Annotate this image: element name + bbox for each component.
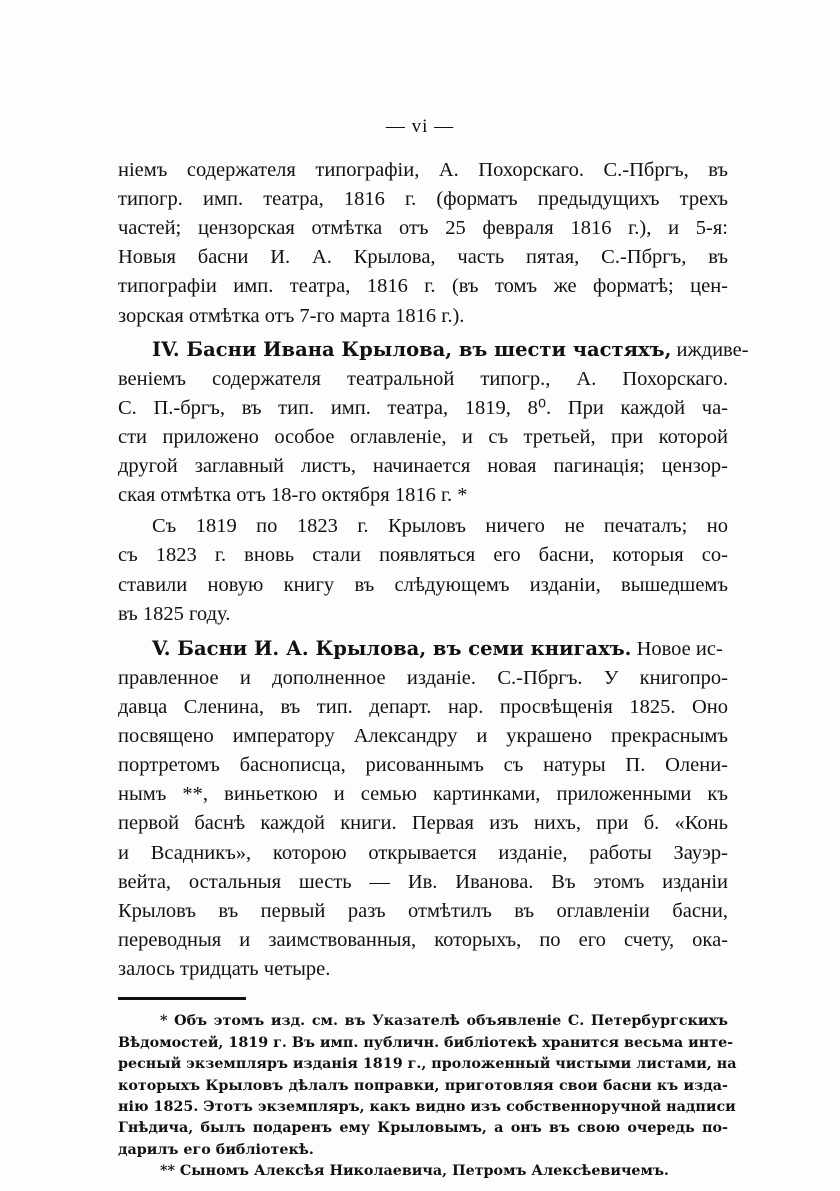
text-line: ніемъ содержателя типографіи, А. Похорскаго. С.-Пбргъ, въ: [118, 158, 728, 181]
section-v-heading-rest: Новое ис-: [631, 637, 723, 660]
text-line: Крыловъ въ первый разъ отмѣтилъ въ оглавленіи басни,: [118, 899, 728, 922]
text-line: веніемъ содержателя театральной типогр., А. Похорскаго.: [118, 367, 728, 390]
text-line: посвящено императору Александру и украшено прекраснымъ: [118, 725, 728, 748]
text-line: другой заглавный листъ, начинается новая пагинація; цензор-: [118, 455, 728, 478]
text-line: въ 1825 году.: [118, 602, 231, 625]
text-line: правленное и дополненное изданіе. С.-Пбргъ. У книгопро-: [118, 666, 728, 689]
section-iv-heading-line: [152, 335, 749, 365]
text-line: съ 1823 г. вновь стали появляться его басни, которыя со-: [118, 544, 728, 567]
text-line: вейта, остальныя шесть — Ив. Иванова. Въ этомъ изданіи: [118, 870, 728, 893]
text-line: первой баснѣ каждой книги. Первая изъ нихъ, при б. «Конь: [118, 812, 728, 835]
footnote-line: дарилъ его библіотекѣ.: [118, 1141, 314, 1158]
text-line: портретомъ баснописца, рисованнымъ съ натуры П. Олени-: [118, 754, 728, 777]
page-number: — vi —: [385, 116, 455, 137]
section-iv-heading-rest: иждиве-: [671, 338, 749, 361]
text-line: Новыя басни И. А. Крылова, часть пятая, С.-Пбргъ, въ: [118, 246, 728, 269]
text-line: залось тридцать четыре.: [118, 958, 331, 981]
text-line: давца Сленина, въ тип. департ. нар. просвѣщенія 1825. Оно: [118, 695, 728, 718]
footnote-line: Гнѣдича, былъ подаренъ ему Крыловымъ, а онъ въ свою очередь по-: [118, 1120, 728, 1137]
footnote-divider: [118, 997, 246, 1000]
text-line: ская отмѣтка отъ 18-го октября 1816 г. *: [118, 484, 468, 507]
text-line: С. П.-бргъ, въ тип. имп. театра, 1819, 8⁰. При каждой ча-: [118, 396, 728, 419]
section-iv-heading: IV. Басни Ивана Крылова, въ шести частяхъ,: [152, 337, 672, 361]
text-line: Съ 1819 по 1823 г. Крыловъ ничего не печаталъ; но: [152, 515, 728, 538]
text-line: частей; цензорская отмѣтка отъ 25 февраля 1816 г.), и 5-я:: [118, 217, 728, 240]
text-line: сти приложено особое оглавленіе, и съ третьей, при которой: [118, 425, 728, 448]
footnote-line: ресный экземпляръ изданія 1819 г., проложенный чистыми листами, на: [118, 1056, 737, 1073]
footnote-line: Вѣдомостей, 1819 г. Въ имп. публичн. библіотекѣ хранится весьма инте-: [118, 1034, 734, 1051]
footnote-line: которыхъ Крыловъ дѣлалъ поправки, приготовляя свои басни къ изда-: [118, 1077, 728, 1094]
footnote-line: нію 1825. Этотъ экземпляръ, какъ видно изъ собственноручной надписи: [118, 1098, 736, 1115]
footnote-line: * Объ этомъ изд. см. въ Указателѣ объявленіе С. Петербургскихъ: [160, 1013, 728, 1030]
text-line: типогр. имп. театра, 1816 г. (форматъ предыдущихъ трехъ: [118, 188, 728, 211]
text-line: нымъ **, виньеткою и семью картинками, приложенными къ: [118, 783, 728, 806]
text-line: ставили новую книгу въ слѣдующемъ изданіи, вышедшемъ: [118, 573, 728, 596]
text-line: переводныя и заимствованныя, которыхъ, по его счету, ока-: [118, 928, 728, 951]
text-line: и Всадникъ», которою открывается изданіе, работы Зауэр-: [118, 841, 728, 864]
text-line: типографіи имп. театра, 1816 г. (въ томъ же форматѣ; цен-: [118, 275, 728, 298]
footnote-line: ** Сыномъ Алексѣя Николаевича, Петромъ Алексѣевичемъ.: [160, 1163, 669, 1179]
section-v-heading-line: [152, 634, 728, 664]
text-line: зорская отмѣтка отъ 7-го марта 1816 г.).: [118, 304, 465, 327]
section-v-heading: V. Басни И. А. Крылова, въ семи книгахъ.: [152, 636, 632, 660]
